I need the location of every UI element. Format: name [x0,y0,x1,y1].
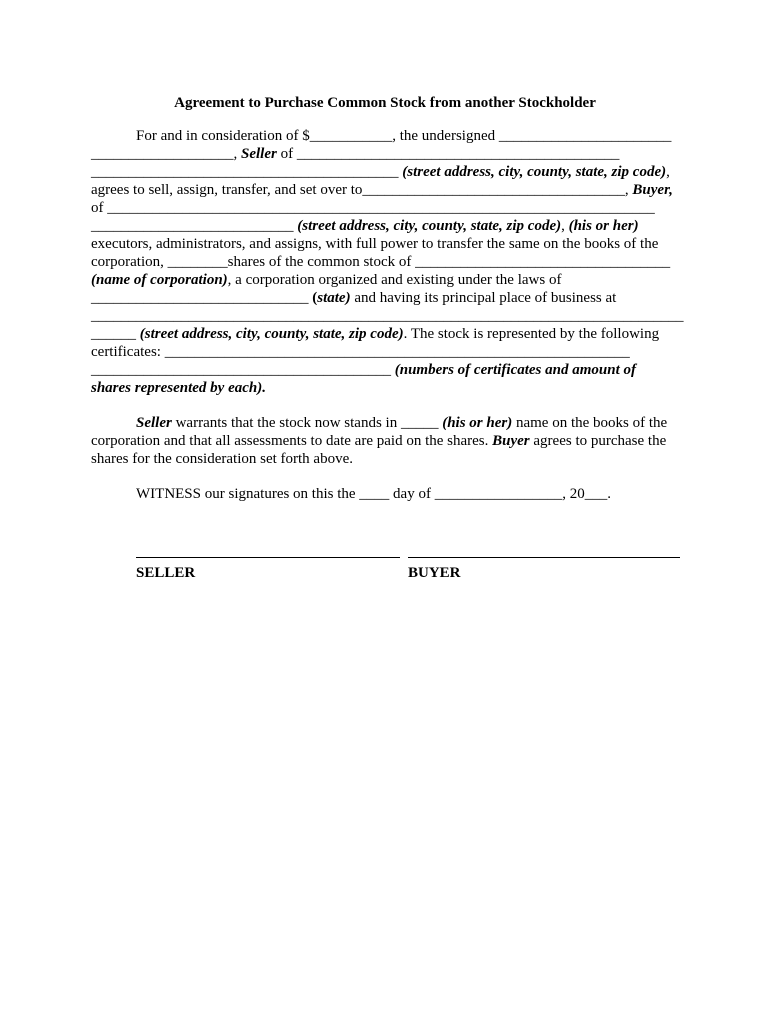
text-line: shares for the consideration set forth above. [91,451,353,467]
witness-line: WITNESS our signatures on this the ____ day of _________________, 20___. [136,486,611,502]
seller-signature-line [136,557,400,558]
buyer-term: Buyer, [632,182,673,198]
text-line: agrees to sell, assign, transfer, and set over to___________________________________, Buyer, [91,182,673,198]
text-line: For and in consideration of $___________, the undersigned _______________________ [136,128,672,144]
seller-signature-label: SELLER [136,565,196,581]
text-line: executors, administrators, and assigns, with full power to transfer the same on the books of the [91,236,659,252]
text-line: _________________________________________ (street address, city, county, state, zip code), [91,164,670,180]
text-line: certificates: ______________________________________________________________ [91,344,630,360]
text-line: ___________________, Seller of ___________________________________________ [91,146,620,162]
text-line: ______ (street address, city, county, state, zip code). The stock is represented by the following [91,326,660,342]
buyer-signature-line [408,557,680,558]
text-line: ________________________________________ (numbers of certificates and amount of [91,362,637,378]
text-line: shares represented by each). [91,380,266,396]
document-title: Agreement to Purchase Common Stock from another Stockholder [174,95,596,111]
seller-term: Seller [136,415,172,431]
buyer-term: Buyer [492,433,530,449]
text-line: ___________________________ (street address, city, county, state, zip code), (his or her) [91,218,639,234]
text-line: _____________________________ (state) and having its principal place of business at [91,290,617,306]
text-line: Seller warrants that the stock now stands in _____ (his or her) name on the books of the [136,415,668,431]
text-line: of _________________________________________________________________________ [91,200,655,216]
text-line: (name of corporation), a corporation organized and existing under the laws of [91,272,562,288]
buyer-signature-label: BUYER [408,565,461,581]
text-line: corporation, ________shares of the common stock of __________________________________ [91,254,671,270]
text-line: _______________________________________________________________________________ [91,308,684,324]
text-line: corporation and that all assessments to date are paid on the shares. Buyer agrees to purchase the [91,433,667,449]
seller-term: Seller [241,146,277,162]
